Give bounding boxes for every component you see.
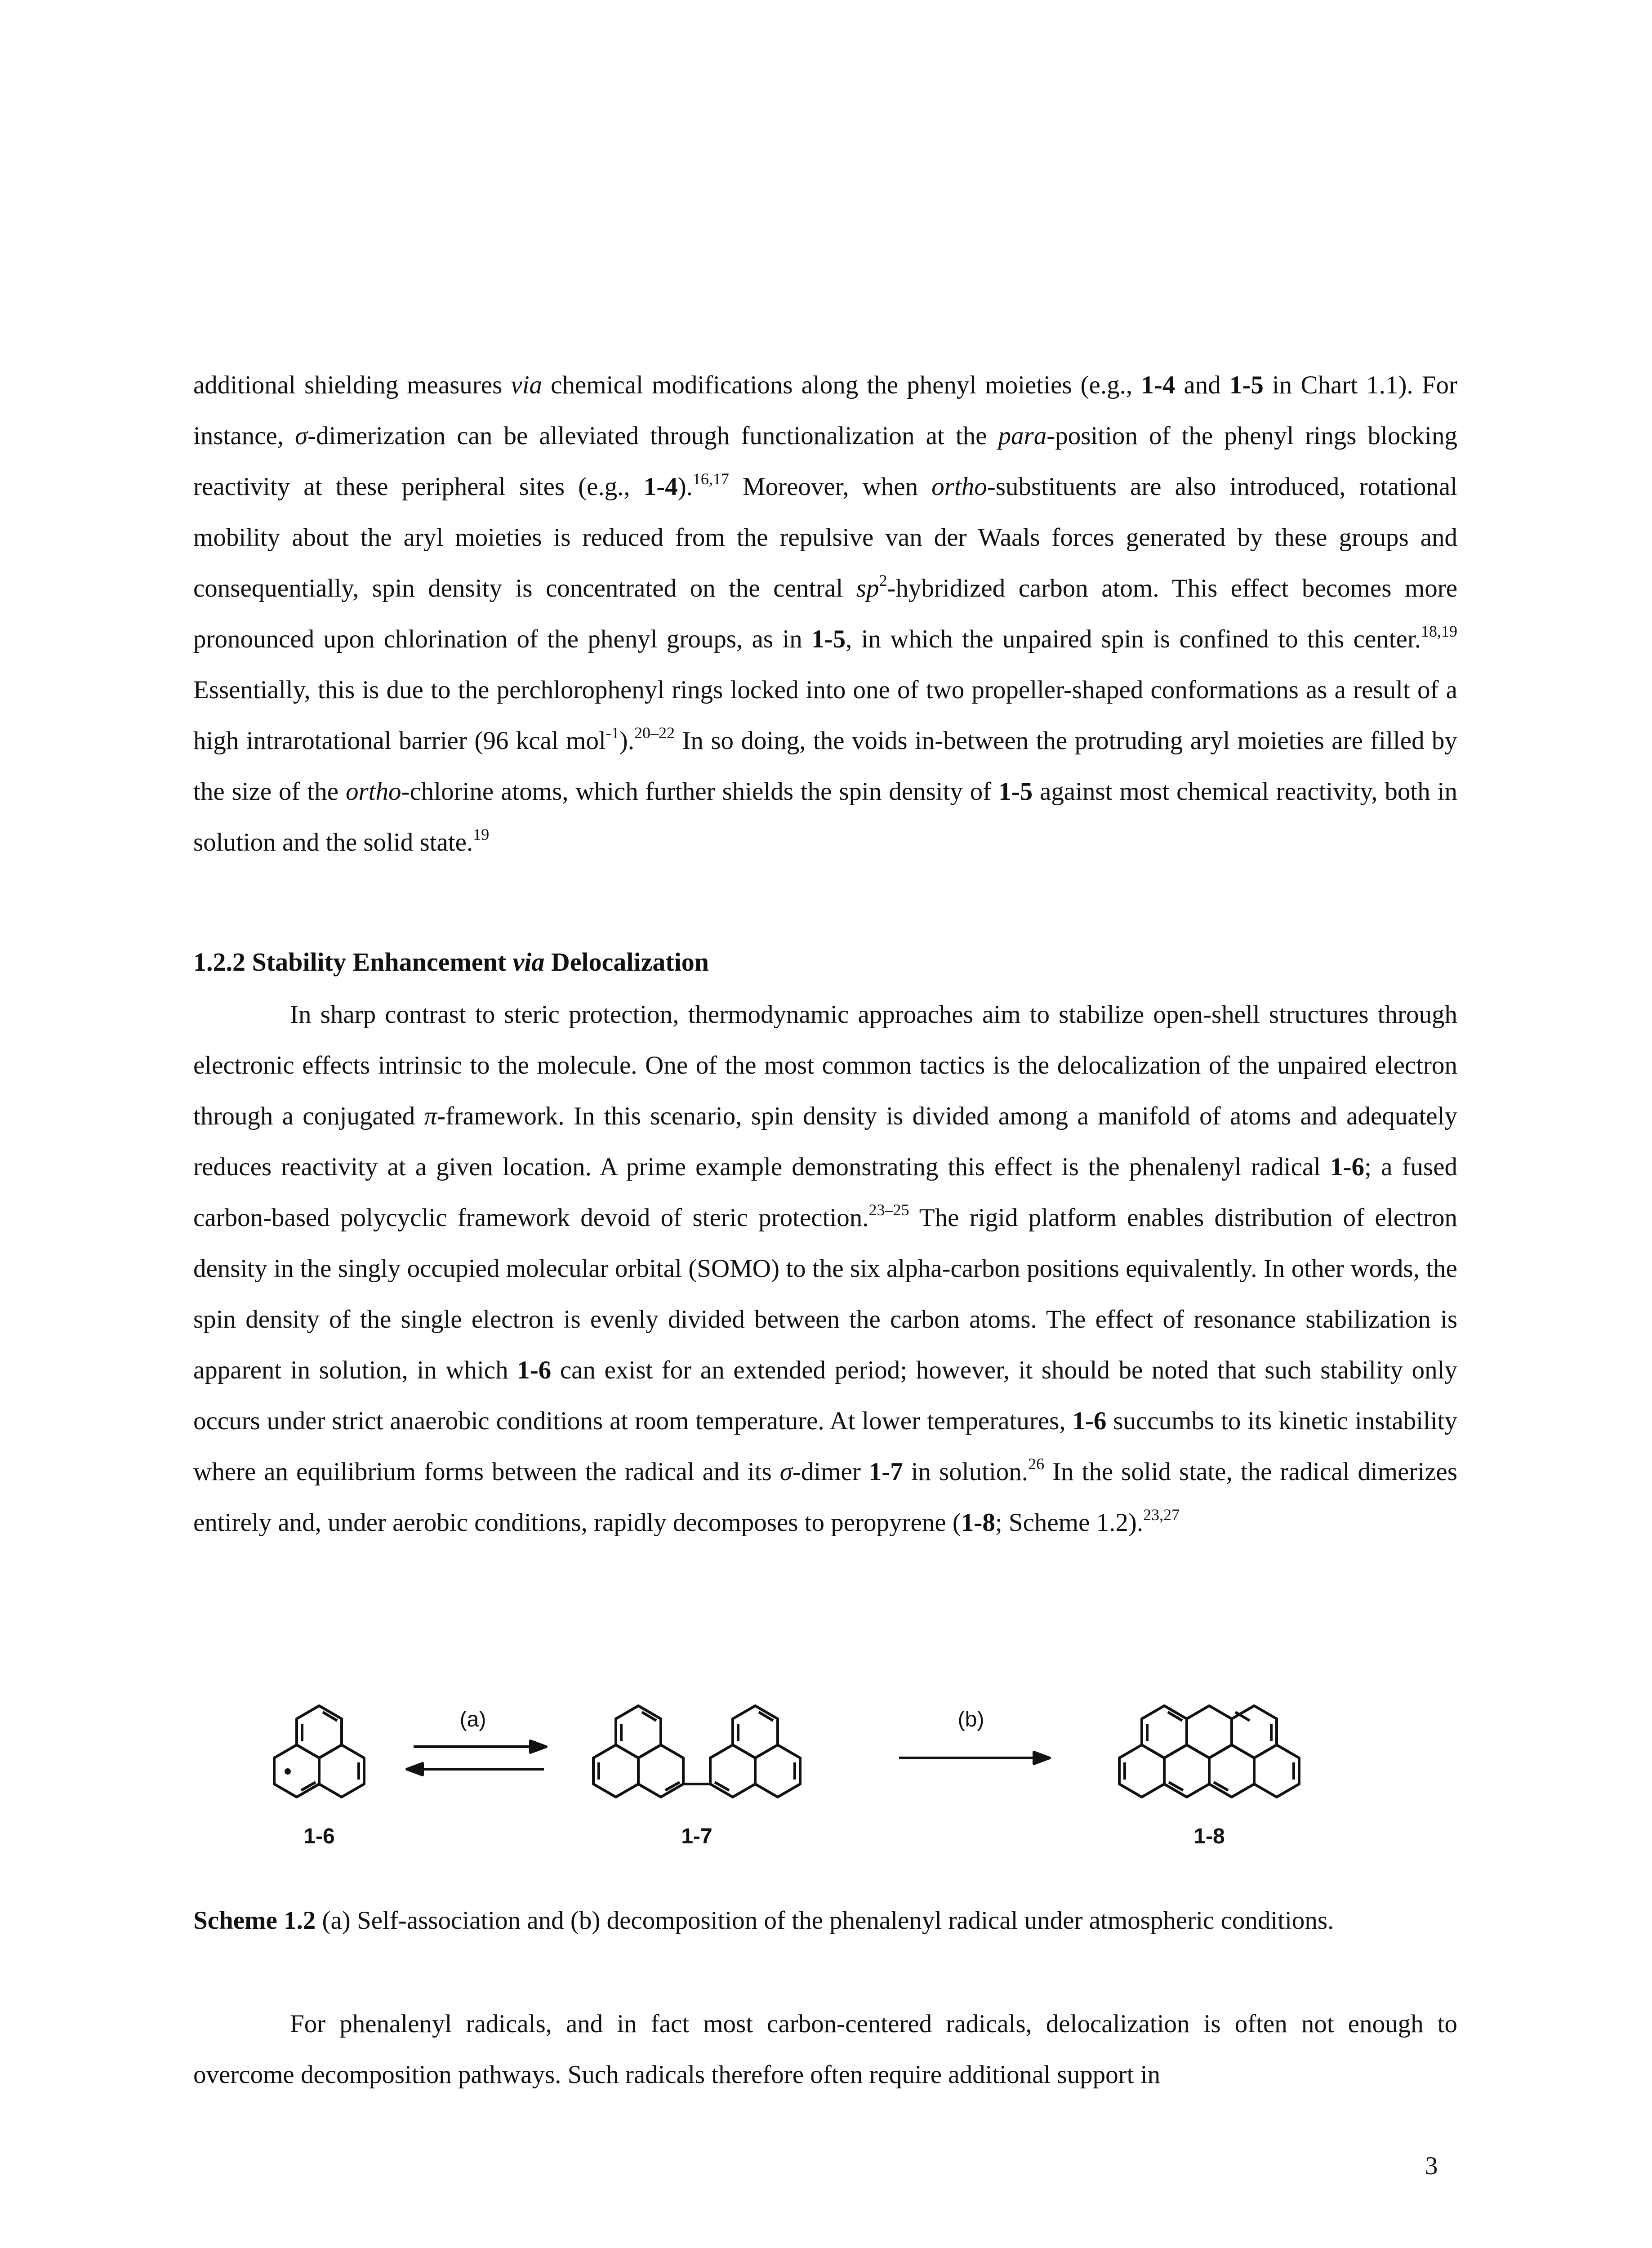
compound-label-1-6: 1-6: [303, 1824, 335, 1848]
citation: 20–22: [634, 724, 675, 742]
citation: 19: [473, 825, 490, 843]
decomposition-arrow: [899, 1752, 1050, 1764]
sigma-dimer-structure: [593, 1706, 800, 1797]
scheme-caption: Scheme 1.2 (a) Self-association and (b) decomposition of the phenalenyl radical under atmospheric conditions.: [193, 1906, 1334, 1935]
equilibrium-arrows: [407, 1741, 546, 1775]
condition-label-a: (a): [459, 1708, 486, 1731]
paragraph-delocalization: In sharp contrast to steric protection, thermodynamic approaches aim to stabilize open-shell structures through electronic effects intrinsic to the molecule. One of the most common tactics is the delocalization of the unpaired electron through a conjugated π-framework. In this scenario, spin density is divided among a manifold of atoms and adequately reduces reactivity at a given location. A prime example demonstrating this effect is the phenalenyl radical 1-6; a fused carbon-based polycyclic framework devoid of steric protection.$^{23-25}$ The rigid platform enables distribution of electron density in the singly occupied molecular orbital (SOMO) to the six alpha-carbon positions equivalently. In other words, the spin density of the single electron is evenly divided between the carbon atoms. The effect of resonance stabilization is apparent in solution, in which 1-6 can exist for an extended period; however, it should be noted that such stability only occurs under strict anaerobic conditions at room temperature. At lower temperatures, 1-6 succumbs to its kinetic instability where an equilibrium forms between the radical and its σ-dimer 1-7 in solution.$^{26}$ In the solid state, the radical dimerizes entirely and, under aerobic conditions, rapidly decomposes to peropyrene (1-8; Scheme 1.2).$^{23,27}$: [193, 1000, 1457, 1537]
citation: 23,27: [1143, 1506, 1180, 1524]
section-heading: 1.2.2 Stability Enhancement via Delocalization: [193, 947, 709, 977]
peropyrene-structure: [1119, 1706, 1299, 1797]
paragraph-closing: For phenalenyl radicals, and in fact most carbon-centered radicals, delocalization is often not enough to overcome decomposition pathways. Such radicals therefore often require additional support in: [193, 2010, 1457, 2089]
phenalenyl-radical-structure: [274, 1706, 364, 1797]
compound-label-1-8: 1-8: [1193, 1824, 1225, 1848]
compound-label-1-7: 1-7: [681, 1824, 712, 1848]
condition-label-b: (b): [957, 1708, 984, 1731]
citation: 23–25: [868, 1201, 909, 1219]
reaction-scheme: [225, 1690, 1438, 1879]
citation: 18,19: [1421, 622, 1457, 640]
scheme-drawing: [225, 1690, 1438, 1879]
paragraph-steric-shielding: additional shielding measures via chemical modifications along the phenyl moieties (e.g., 1-4 and 1-5 in Chart 1.1). For instance, σ-dimerization can be alleviated through functionalization at the para-position of the phenyl rings blocking reactivity at these peripheral sites (e.g., 1-4).$^{16,17}$ Moreover, when ortho-substituents are also introduced, rotational mobility about the aryl moieties is reduced from the repulsive van der Waals forces generated by these groups and consequentially, spin density is concentrated on the central $sp^2$-hybridized carbon atom. This effect becomes more pronounced upon chlorination of the phenyl groups, as in 1-5, in which the unpaired spin is confined to this center.$^{18,19}$ Essentially, this is due to the perchlorophenyl rings locked into one of two propeller-shaped conformations as a result of a high intrarotational barrier (96 kcal mol$^{-1}$).$^{20-22}$ In so doing, the voids in-between the protruding aryl moieties are filled by the size of the ortho-chlorine atoms, which further shields the spin density of 1-5 against most chemical reactivity, both in solution and the solid state.$^{19}$: [193, 371, 1458, 856]
citation: 16,17: [692, 470, 729, 488]
citation: 26: [1028, 1455, 1045, 1473]
page-number: 3: [1425, 2152, 1438, 2180]
